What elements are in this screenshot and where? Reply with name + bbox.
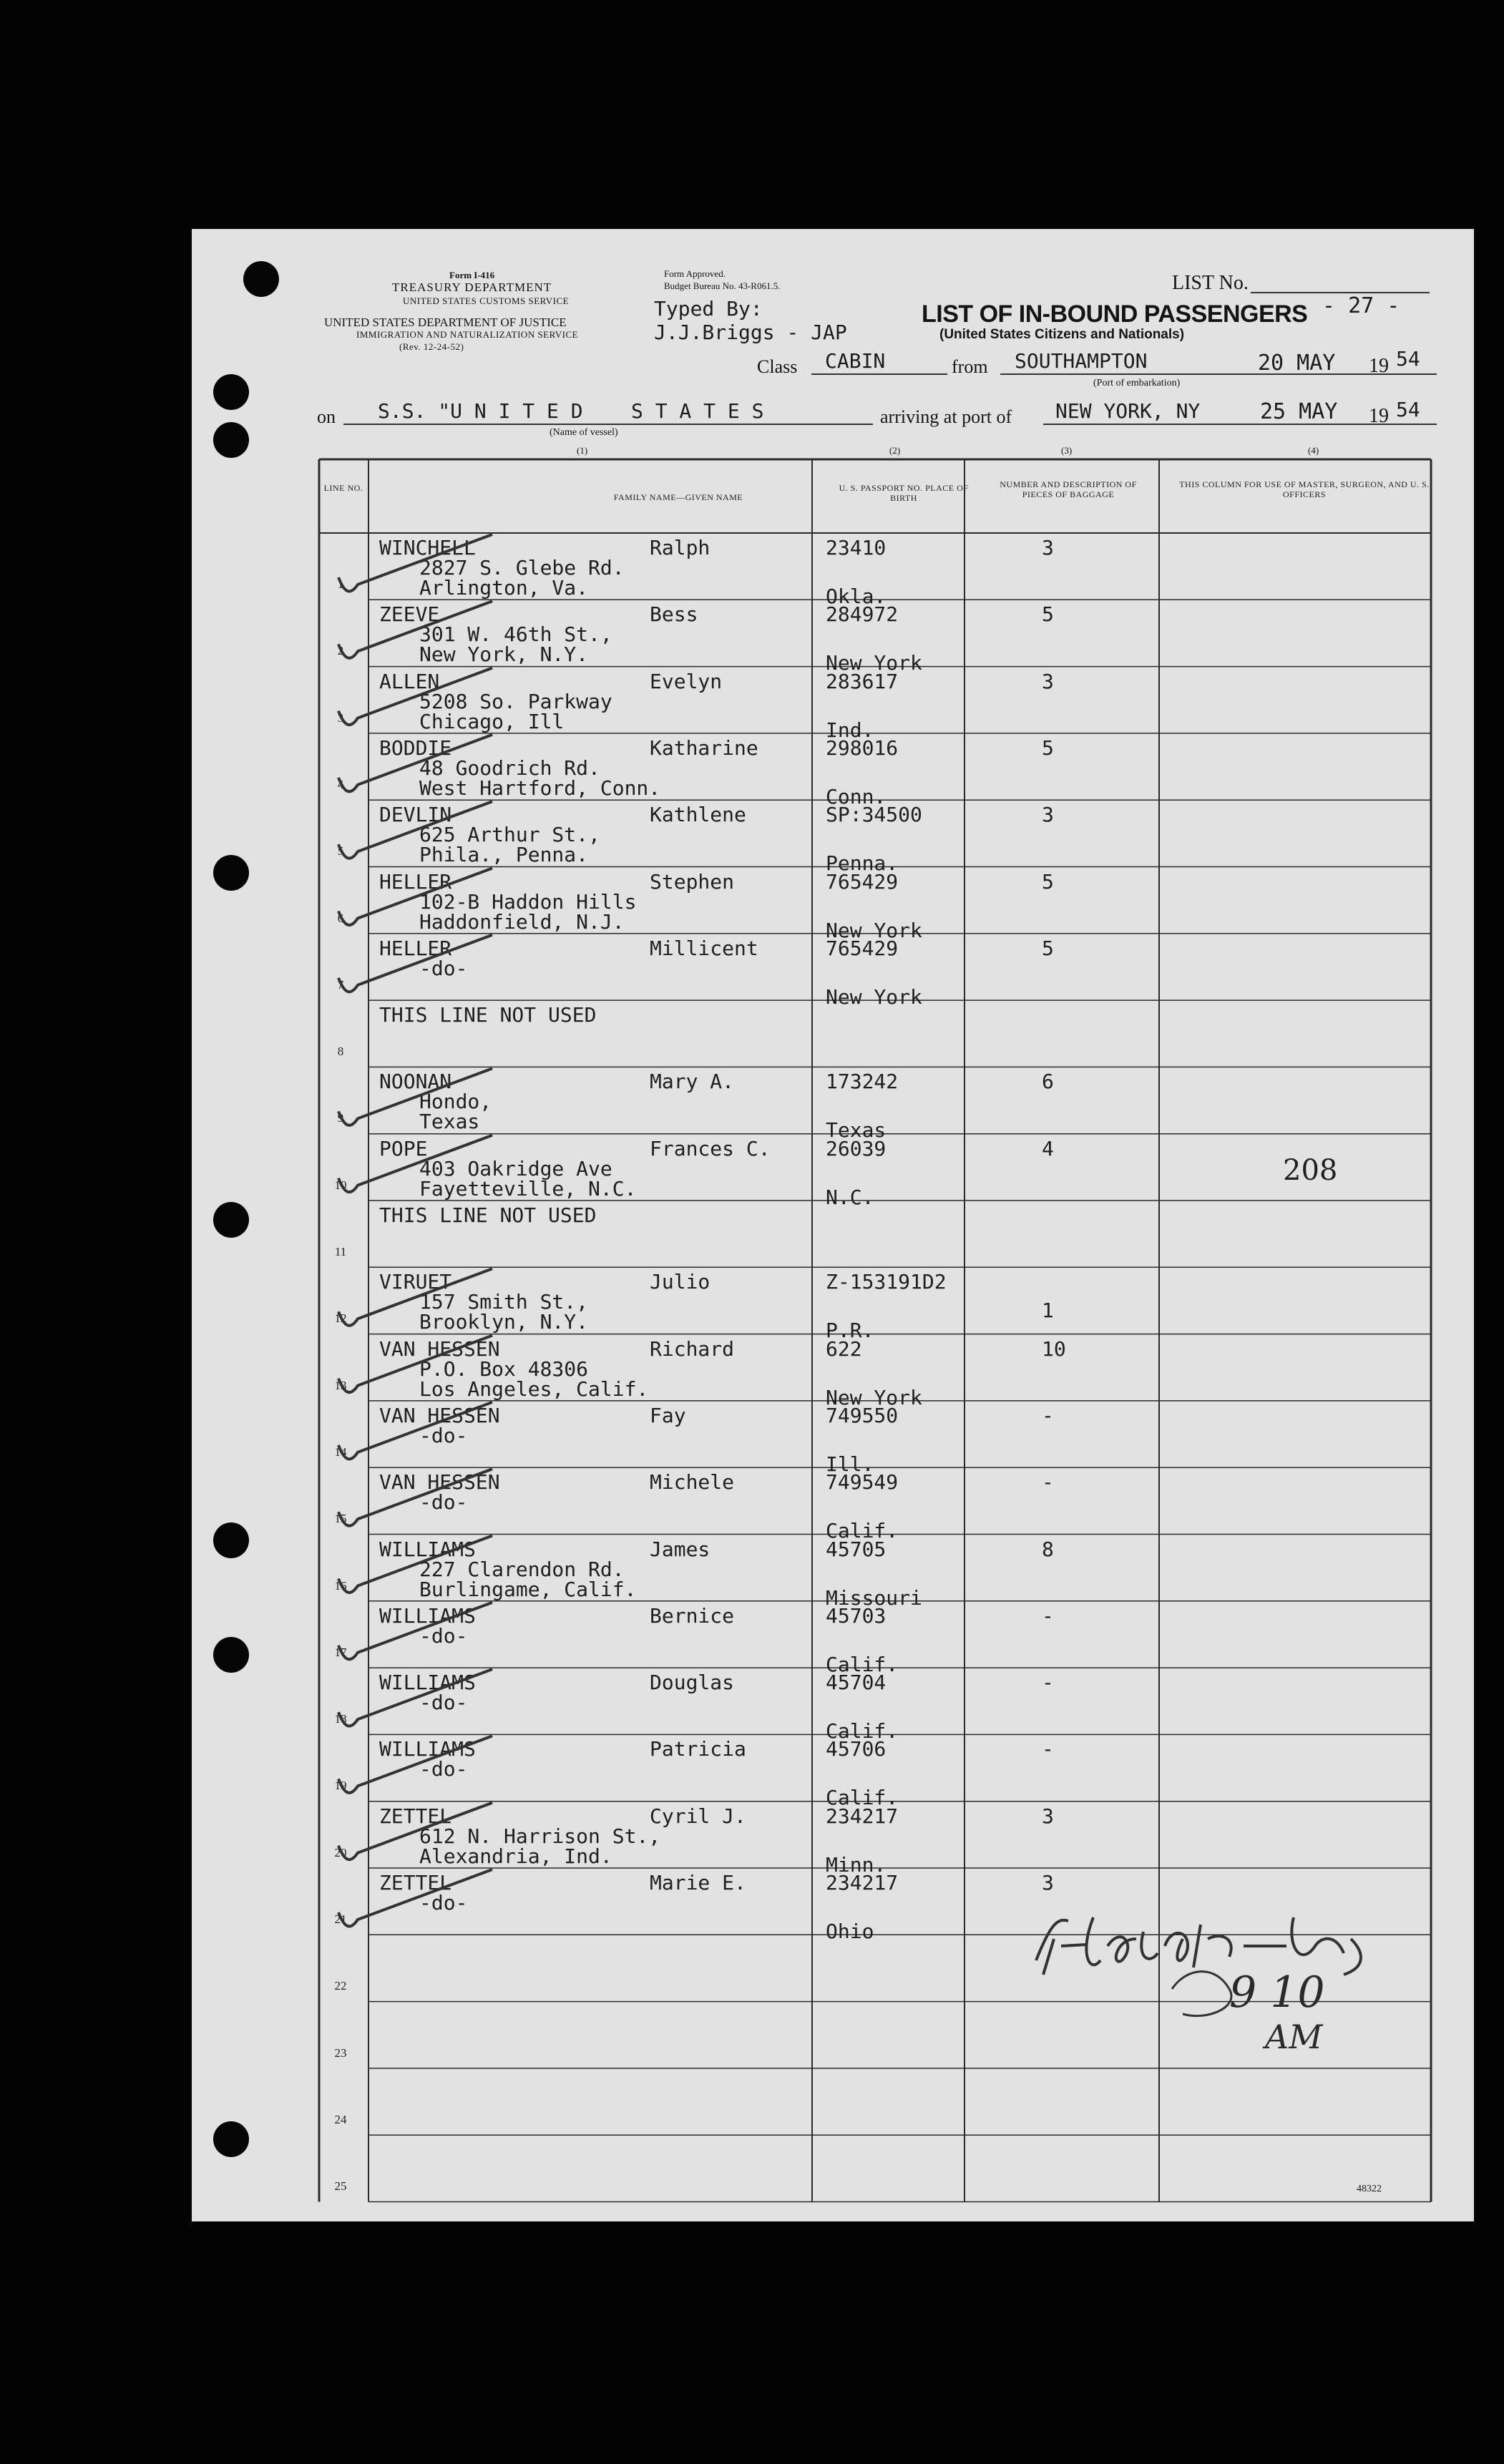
address-line-2: New York, N.Y.	[419, 642, 589, 667]
line-number: 8	[337, 1045, 344, 1059]
address-line-2: Arlington, Va.	[419, 576, 589, 600]
header-line-no: LINE NO.	[323, 483, 363, 493]
family-name: ALLEN	[379, 669, 440, 693]
address-line-2: West Hartford, Conn.	[419, 776, 661, 800]
baggage-count: -	[1042, 1671, 1054, 1695]
check-mark	[338, 1536, 492, 1593]
given-name: Richard	[650, 1336, 735, 1361]
justice-department: UNITED STATES DEPARTMENT OF JUSTICE	[324, 316, 567, 329]
address-line-2: Brooklyn, N.Y.	[419, 1310, 589, 1334]
manifest-page	[192, 229, 1474, 2221]
address-line-1: -do-	[419, 1423, 468, 1447]
check-mark	[338, 1803, 492, 1859]
arrival-port: NEW YORK, NY	[1055, 399, 1201, 423]
arrival-date: 25 MAY	[1260, 399, 1338, 424]
place-of-birth: Ill.	[826, 1452, 874, 1476]
place-of-birth: Ind.	[826, 718, 874, 742]
ins-service: IMMIGRATION AND NATURALIZATION SERVICE	[356, 329, 579, 340]
baggage-count: 5	[1042, 869, 1054, 894]
family-name: WILLIAMS	[379, 1537, 476, 1561]
baggage-count: 1	[1042, 1299, 1054, 1323]
revision-date: (Rev. 12-24-52)	[399, 341, 464, 352]
passport-number: 45706	[826, 1737, 887, 1761]
passport-number: 23410	[826, 536, 887, 559]
punch-hole	[213, 2121, 249, 2157]
check-mark	[338, 1669, 492, 1726]
given-name: Julio	[650, 1270, 711, 1294]
check-mark	[338, 1736, 492, 1792]
passport-number: 45703	[826, 1603, 887, 1628]
place-of-birth: Ohio	[826, 1920, 874, 1943]
check-mark	[338, 1068, 492, 1125]
line-number: 11	[334, 1245, 347, 1258]
line-number: 4	[337, 777, 344, 791]
line-number: 25	[334, 2179, 347, 2194]
baggage-count: 3	[1042, 803, 1054, 827]
line-number: 1	[337, 577, 344, 591]
passport-number: 298016	[826, 735, 899, 760]
officer-note: 208	[1283, 1153, 1338, 1187]
line-number: 18	[334, 1712, 347, 1726]
print-code: 48322	[1357, 2184, 1382, 2194]
baggage-count: -	[1042, 1403, 1054, 1427]
baggage-count: 5	[1042, 735, 1054, 760]
address-line-2: Texas	[419, 1110, 480, 1134]
given-name: Frances C.	[650, 1136, 771, 1160]
punch-hole	[213, 1202, 249, 1238]
address-line-1: 612 N. Harrison St.,	[419, 1824, 661, 1848]
check-mark	[338, 1469, 492, 1525]
passport-number: SP:34500	[826, 803, 922, 827]
baggage-count: 10	[1042, 1336, 1066, 1361]
family-name: DEVLIN	[379, 803, 452, 827]
family-name: BODDIE	[379, 735, 452, 760]
check-mark	[338, 534, 492, 591]
given-name: Bernice	[650, 1603, 735, 1628]
baggage-count: 3	[1042, 1871, 1054, 1895]
place-of-birth: Penna.	[826, 851, 899, 876]
form-approved: Form Approved.	[664, 268, 726, 279]
typed-by-label: Typed By:	[654, 297, 763, 321]
address-line-1: 2827 S. Glebe Rd.	[419, 556, 625, 580]
family-name: WILLIAMS	[379, 1671, 476, 1695]
baggage-count: 5	[1042, 602, 1054, 627]
family-name: ZETTEL	[379, 1871, 452, 1895]
address-line-2: Burlingame, Calif.	[419, 1577, 637, 1601]
passport-number: 765429	[826, 869, 899, 894]
place-of-birth: Minn.	[826, 1852, 887, 1877]
passport-number: 749550	[826, 1403, 899, 1427]
year-suffix-1: 54	[1396, 347, 1420, 371]
baggage-count: -	[1042, 1603, 1054, 1628]
address-line-2: Phila., Penna.	[419, 843, 589, 867]
line-number: 19	[334, 1779, 347, 1793]
budget-bureau: Budget Bureau No. 43-R061.5.	[664, 280, 781, 291]
passport-number: 45704	[826, 1671, 887, 1695]
vessel-name: S.S. "U N I T E D S T A T E S	[378, 399, 764, 423]
address-line-1: 48 Goodrich Rd.	[419, 756, 600, 780]
address-line-2: Fayetteville, N.C.	[419, 1176, 637, 1201]
line-number: 14	[334, 1444, 347, 1459]
address-line-1: 625 Arthur St.,	[419, 823, 600, 847]
typed-by-value: J.J.Briggs - JAP	[654, 321, 847, 344]
check-mark	[338, 735, 492, 791]
address-line-2: Chicago, Ill	[419, 709, 565, 733]
given-name: Mary A.	[650, 1070, 735, 1094]
address-line-1: 301 W. 46th St.,	[419, 622, 612, 647]
line-number: 9	[337, 1111, 344, 1125]
family-name: NOONAN	[379, 1070, 452, 1094]
passport-number: Z-153191D2	[826, 1270, 947, 1294]
place-of-birth: Okla.	[826, 585, 887, 608]
passport-number: 173242	[826, 1070, 899, 1094]
year-prefix-2: 19	[1369, 405, 1389, 427]
line-number: 10	[334, 1178, 347, 1192]
given-name: Fay	[650, 1403, 686, 1427]
baggage-count: -	[1042, 1470, 1054, 1495]
family-name: VIRUET	[379, 1270, 452, 1294]
family-name: HELLER	[379, 936, 452, 960]
family-name: WILLIAMS	[379, 1603, 476, 1628]
family-name: ZEEVE	[379, 602, 440, 627]
family-name: WINCHELL	[379, 536, 476, 559]
check-mark	[338, 1603, 492, 1659]
baggage-count: 8	[1042, 1537, 1054, 1561]
baggage-count: 5	[1042, 936, 1054, 960]
line-number: 16	[334, 1578, 347, 1593]
family-name: ZETTEL	[379, 1804, 452, 1828]
col-num-2: (2)	[889, 445, 901, 456]
check-mark	[338, 801, 492, 858]
header-passport: U. S. PASSPORT NO. PLACE OF BIRTH	[839, 483, 969, 503]
address-line-1: -do-	[419, 1490, 468, 1515]
col-num-3: (3)	[1061, 445, 1073, 456]
punch-hole	[213, 1522, 249, 1558]
given-name: James	[650, 1537, 711, 1561]
address-line-1: 227 Clarendon Rd.	[419, 1557, 625, 1581]
place-of-birth: New York	[826, 651, 922, 675]
check-mark	[338, 1402, 492, 1459]
punch-hole	[243, 261, 279, 297]
baggage-count: 3	[1042, 536, 1054, 559]
check-mark	[338, 869, 492, 925]
line-number: 7	[337, 977, 344, 992]
passport-number: 26039	[826, 1136, 887, 1160]
passport-number: 749549	[826, 1470, 899, 1495]
place-of-birth: Calif.	[826, 1786, 899, 1810]
place-of-birth: N.C.	[826, 1185, 874, 1209]
family-name: VAN HESSEN	[379, 1470, 500, 1495]
passport-number: 283617	[826, 669, 899, 693]
place-of-birth: Conn.	[826, 784, 887, 808]
arriving-label: arriving at port of	[880, 406, 1012, 427]
given-name: Katharine	[650, 735, 758, 760]
line-number: 2	[337, 644, 344, 658]
baggage-count: 6	[1042, 1070, 1054, 1094]
given-name: Ralph	[650, 536, 711, 559]
family-name: THIS LINE NOT USED	[379, 1003, 597, 1027]
header-baggage: NUMBER AND DESCRIPTION OF PIECES OF BAGGAGE	[1000, 479, 1137, 499]
class-value: CABIN	[825, 349, 886, 373]
passport-number: 234217	[826, 1804, 899, 1828]
address-line-1: P.O. Box 48306	[419, 1356, 589, 1381]
address-line-1: -do-	[419, 1623, 468, 1648]
given-name: Marie E.	[650, 1871, 746, 1895]
signature-ampm: AM	[1265, 2018, 1323, 2056]
address-line-2: Alexandria, Ind.	[419, 1844, 612, 1868]
family-name: THIS LINE NOT USED	[379, 1203, 597, 1227]
place-of-birth: Texas	[826, 1118, 887, 1143]
address-line-1: 157 Smith St.,	[419, 1290, 589, 1314]
passport-number: 45705	[826, 1537, 887, 1561]
given-name: Evelyn	[650, 669, 723, 693]
address-line-1: Hondo,	[419, 1090, 492, 1114]
family-name: POPE	[379, 1136, 428, 1160]
line-number: 21	[334, 1912, 347, 1926]
year-prefix-1: 19	[1369, 355, 1389, 377]
vessel-note: (Name of vessel)	[550, 427, 618, 438]
form-number: Form I-416	[449, 270, 495, 280]
on-label: on	[317, 406, 336, 427]
punch-hole	[213, 1637, 249, 1673]
given-name: Patricia	[650, 1737, 746, 1761]
place-of-birth: Calif.	[826, 1719, 899, 1744]
address-line-2: Haddonfield, N.J.	[419, 909, 625, 934]
line-number: 23	[334, 2045, 347, 2060]
given-name: Michele	[650, 1470, 735, 1495]
given-name: Kathlene	[650, 803, 746, 827]
line-number: 20	[334, 1845, 347, 1859]
family-name: HELLER	[379, 869, 452, 894]
departure-date: 20 MAY	[1258, 351, 1336, 376]
form-title: LIST OF IN-BOUND PASSENGERS	[922, 300, 1308, 328]
place-of-birth: Calif.	[826, 1652, 899, 1676]
baggage-count: 3	[1042, 669, 1054, 693]
given-name: Bess	[650, 602, 698, 627]
check-mark	[338, 1336, 492, 1392]
address-line-1: -do-	[419, 1691, 468, 1715]
baggage-count: 3	[1042, 1804, 1054, 1828]
family-name: WILLIAMS	[379, 1737, 476, 1761]
place-of-birth: New York	[826, 918, 922, 942]
check-mark	[338, 1869, 492, 1926]
col-num-1: (1)	[577, 445, 588, 456]
place-of-birth: New York	[826, 1385, 922, 1409]
line-number: 5	[337, 844, 344, 859]
baggage-count: 4	[1042, 1136, 1054, 1160]
line-number: 12	[334, 1311, 347, 1326]
header-officers: THIS COLUMN FOR USE OF MASTER, SURGEON, AND U. S. OFFICERS	[1179, 479, 1430, 499]
family-name: VAN HESSEN	[379, 1336, 500, 1361]
punch-hole	[213, 374, 249, 410]
address-line-1: -do-	[419, 1757, 468, 1781]
passport-number: 234217	[826, 1871, 899, 1895]
line-number: 3	[337, 710, 344, 725]
baggage-count: -	[1042, 1737, 1054, 1761]
place-of-birth: Missouri	[826, 1585, 922, 1610]
line-number: 6	[337, 911, 344, 925]
given-name: Stephen	[650, 869, 735, 894]
treasury-department: TREASURY DEPARTMENT	[392, 280, 552, 294]
punch-hole	[213, 855, 249, 891]
address-line-1: 5208 So. Parkway	[419, 689, 612, 713]
line-number: 13	[334, 1378, 347, 1392]
given-name: Cyril J.	[650, 1804, 746, 1828]
line-number: 15	[334, 1512, 347, 1526]
family-name: VAN HESSEN	[379, 1403, 500, 1427]
from-label: from	[952, 356, 988, 377]
address-line-2: Los Angeles, Calif.	[419, 1377, 649, 1401]
passport-number: 765429	[826, 936, 899, 960]
address-line-1: -do-	[419, 956, 468, 980]
place-of-birth: P.R.	[826, 1319, 874, 1343]
list-number-value: - 27 -	[1322, 293, 1400, 318]
customs-service: UNITED STATES CUSTOMS SERVICE	[403, 295, 570, 306]
punch-hole	[213, 422, 249, 458]
col-num-4: (4)	[1308, 445, 1319, 456]
line-number: 17	[334, 1645, 347, 1659]
port-of-embarkation: SOUTHAMPTON	[1015, 349, 1148, 373]
line-number: 24	[334, 2112, 347, 2126]
class-label: Class	[757, 356, 798, 377]
place-of-birth: New York	[826, 984, 922, 1009]
check-mark	[338, 935, 492, 992]
check-mark	[338, 601, 492, 657]
passport-number: 284972	[826, 602, 899, 627]
form-subtitle: (United States Citizens and Nationals)	[939, 327, 1185, 342]
header-name: FAMILY NAME—GIVEN NAME	[613, 492, 743, 502]
check-mark	[338, 1135, 492, 1192]
address-line-1: -do-	[419, 1891, 468, 1915]
passport-number: 622	[826, 1336, 862, 1361]
address-line-1: 403 Oakridge Ave	[419, 1156, 612, 1180]
address-line-1: 102-B Haddon Hills	[419, 889, 637, 914]
year-suffix-2: 54	[1396, 398, 1420, 421]
check-mark	[338, 1268, 492, 1325]
line-number: 22	[334, 1979, 347, 1993]
check-mark	[338, 668, 492, 725]
given-name: Douglas	[650, 1671, 735, 1695]
place-of-birth: Calif.	[826, 1519, 899, 1543]
given-name: Millicent	[650, 936, 758, 960]
list-number-label: LIST No.	[1172, 272, 1249, 294]
embarkation-note: (Port of embarkation)	[1093, 378, 1181, 388]
signature-time: 9 10	[1229, 1967, 1325, 2018]
